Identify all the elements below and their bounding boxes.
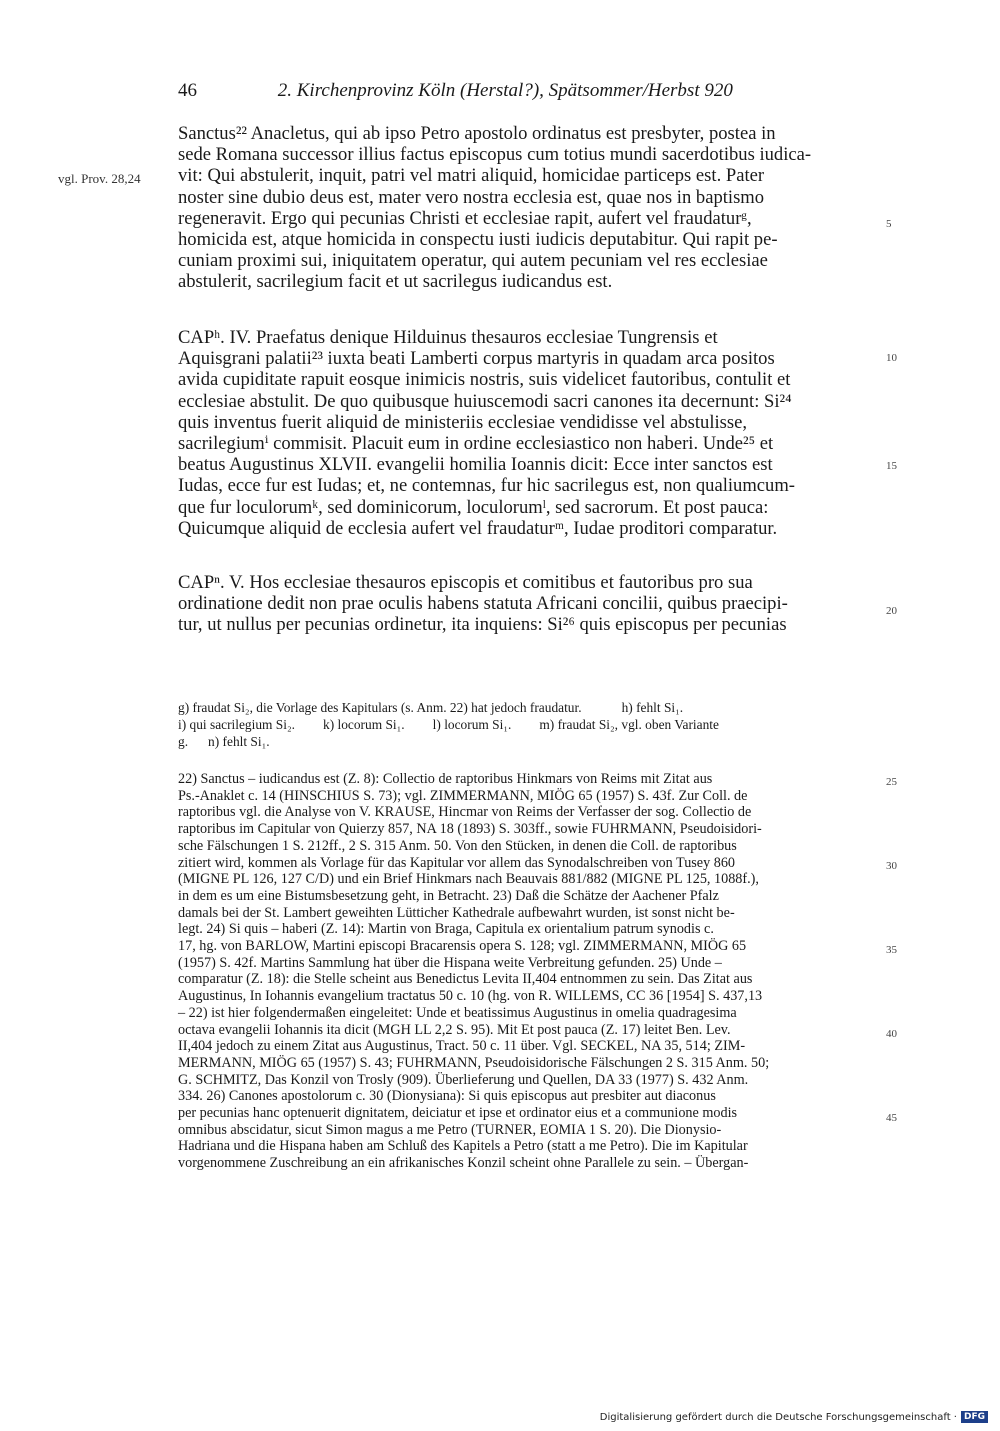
text-line: abstulerit, sacrilegium facit et ut sacrilegus iudicandus est. [178,271,613,293]
text-line: Iudas, ecce fur est Iudas; et, ne contemnas, fur hic sacrilegus est, non qualiumcum- [178,475,795,497]
text-line: avida cupiditate rapuit eosque inimicis nostris, suis videlicet fautoribus, contulit et [178,369,791,391]
note-line: 22) Sanctus – iudicandus est (Z. 8): Collectio de raptoribus Hinkmars von Reims mit Zitat aus [178,771,713,787]
text-line: Aquisgrani palatii²³ iuxta beati Lamberti corpus martyris in quadam arca positos [178,348,775,370]
text-line: que fur loculorumᵏ, sed dominicorum, loculorumˡ, sed sacrorum. Et post pauca: [178,496,769,518]
note-line: – 22) ist hier folgendermaßen eingeleitet: Unde et beatissimus Augustinus in omelia quadragesima [178,1004,737,1021]
variant-entry: n) fehlt Si₁. [208,734,270,749]
note-line: 334. 26) Canones apostolorum c. 30 (Dionysiana): Si quis episcopus aut presbiter aut diaconus [178,1088,716,1105]
text-line: tur, ut nullus per pecunias ordinetur, ita inquiens: Si²⁶ quis episcopus per pecunias [178,614,787,636]
note-line: (MIGNE PL 126, 127 C/D) und ein Brief Hinkmars nach Beauvais 881/882 (MIGNE PL 125, 1088f.), [178,871,759,888]
text-line: CAPʰ. IV. Praefatus denique Hilduinus thesauros ecclesiae Tungrensis et [178,327,718,348]
paragraph-2 [178,327,874,539]
line-number: 35 [886,944,897,956]
variant-entry: g) fraudat Si₂, die Vorlage des Kapitulars (s. Anm. 22) hat jedoch fraudatur. [178,700,582,715]
text-line: Sanctus²² Anacletus, qui ab ipso Petro apostolo ordinatus est presbyter, postea in [178,123,776,144]
line-number: 30 [886,860,897,872]
commentary-notes [178,771,874,1172]
variant-entry: h) fehlt Si₁. [621,700,684,715]
text-line: regeneravit. Ergo qui pecunias Christi et ecclesiae rapit, aufert vel fraudaturᵍ, [178,207,752,229]
note-line: MERMANN, MIÖG 65 (1957) S. 43; FUHRMANN, Pseudoisidorische Fälschungen 2 S. 315 Anm. 50; [178,1054,770,1071]
variant-row [178,716,874,733]
note-line: zitiert wird, kommen als Vorlage für das Kapitular vor allem das Synodalschreiben von Tusey 860 [178,854,736,871]
note-line: G. SCHMITZ, Das Konzil von Trosly (909). Überlieferung und Quellen, DA 33 (1977) S. 432 Anm. [178,1071,749,1088]
note-line: II,404 jedoch zu einem Zitat aus Augustinus, Tract. 50 c. 11 über. Vgl. SECKEL, NA 35, 514; ZIM- [178,1038,746,1055]
text-line: sede Romana successor illius factus episcopus cum totius mundi sacerdotibus iudica- [178,144,812,166]
paragraph-1 [178,123,874,293]
line-number: 5 [886,218,892,230]
dfg-logo: DFG [961,1411,988,1423]
text-line: homicida est, atque homicida in conspectu iusti iudicis deputabitur. Qui rapit pe- [178,229,778,251]
line-number: 40 [886,1028,897,1040]
note-line: octava evangelii Iohannis ita dicit (MGH LL 2,2 S. 95). Mit Et post pauca (Z. 17) leitet Ben. Lev. [178,1021,731,1038]
note-line: raptoribus im Capitular von Quierzy 857, NA 18 (1893) S. 303ff., sowie FUHRMANN, Pseudoisidori- [178,821,762,838]
note-line: 17, hg. von BARLOW, Martini episcopi Bracarensis opera S. 128; vgl. ZIMMERMANN, MIÖG 65 [178,938,747,955]
note-line: (1957) S. 42f. Martins Sammlung hat über die Hispana weite Verbreitung gefunden. 25) Unde – [178,954,722,971]
variant-entry: i) qui sacrilegium Si₂. [178,717,295,732]
variant-entry: m) fraudat Si₂, vgl. oben Variante [539,717,719,732]
variant-entry: k) locorum Si₁. [323,717,405,732]
note-line: Ps.-Anaklet c. 14 (HINSCHIUS S. 73); vgl. ZIMMERMANN, MIÖG 65 (1957) S. 43f. Zur Coll. de [178,787,748,804]
variant-row [178,733,874,750]
text-line: noster sine dubio deus est, mater vero nostra ecclesia est, quae nos in baptismo [178,186,765,208]
digitization-credit [600,1411,988,1423]
note-line: in dem es um eine Bistumsbesetzung geht, in Betracht. 23) Daß die Schätze der Aachener Pfalz [178,887,719,904]
credit-text: Digitalisierung gefördert durch die Deutsche Forschungsgemeinschaft · [599,1411,957,1423]
note-line: legt. 24) Si quis – haberi (Z. 14): Martin von Braga, Capitula ex orientalium patrum synodis c. [178,921,714,938]
text-line: sacrilegiumⁱ commisit. Placuit eum in ordine ecclesiastico non haberi. Unde²⁵ et [178,433,774,455]
running-title: 2. Kirchenprovinz Köln (Herstal?), Spätsommer/Herbst 920 [277,80,733,101]
page-number: 46 [178,80,197,101]
text-line: quis inventus fuerit aliquid de ministeriis ecclesiae vendidisse vel abstulisse, [178,411,748,433]
note-line: Hadriana und die Hispana haben am Schluß des Kapitels a Petro (statt a me Petro). Die im Kapitular [178,1138,748,1155]
line-number: 25 [886,776,897,788]
note-line: omnibus abscidatur, sicut Simon magus a me Petro (TURNER, EOMIA 1 S. 20). Die Dionysio- [178,1121,722,1138]
variant-entry: l) locorum Si₁. [432,717,512,732]
text-line: beatus Augustinus XLVII. evangelii homilia Ioannis dicit: Ecce inter sanctos est [178,454,773,476]
margin-note: vgl. Prov. 28,24 [58,171,141,186]
line-number: 10 [886,352,897,364]
text-line: ecclesiae abstulit. De quo quibusque huiuscemodi sacri canones ita decernunt: Si²⁴ [178,390,792,412]
line-number: 15 [886,460,897,472]
note-line: Augustinus, In Iohannis evangelium tractatus 50 c. 10 (hg. von R. WILLEMS, CC 36 [1954] S. 437,13 [178,988,763,1005]
text-line: cuniam proximi sui, iniquitatem operatur, qui autem pecuniam vel res ecclesiae [178,250,768,272]
note-line: per pecunias hanc optenuerit dignitatem, deiciatur et ipse et ordinator eius et a communione modis [178,1105,738,1122]
variant-row [178,699,874,716]
variant-apparatus [178,699,874,750]
paragraph-3 [178,572,874,636]
note-line: vorgenommene Zuschreibung an ein afrikanisches Konzil scheint ohne Parallele zu sein. – Übergan- [178,1155,749,1172]
running-header [178,80,878,102]
note-line: sche Fälschungen 1 S. 212ff., 2 S. 315 Anm. 50. Von den Stücken, in denen die Coll. de raptoribus [178,837,737,854]
variant-entry: g. [178,734,189,749]
line-number: 20 [886,605,897,617]
note-line: raptoribus vgl. die Analyse von V. KRAUSE, Hincmar von Reims der Verfasser der sog. Collectio de [178,804,752,821]
line-number: 45 [886,1112,897,1124]
text-line: CAPⁿ. V. Hos ecclesiae thesauros episcopis et comitibus et fautoribus pro sua [178,572,753,593]
text-line: ordinatione dedit non prae oculis habens statuta Africani concilii, quibus praecipi- [178,593,788,615]
note-line: comparatur (Z. 18): die Stelle scheint aus Benedictus Levita II,404 entnommen zu sein. Das Zitat aus [178,971,753,988]
text-line: Quicumque aliquid de ecclesia aufert vel fraudaturᵐ, Iudae proditori comparatur. [178,517,778,539]
note-line: damals bei der St. Lambert geweihten Lütticher Kathedrale aufbewahrt wurden, ist sonst nicht be- [178,904,735,921]
text-line: vit: Qui abstulerit, inquit, patri vel matri aliquid, homicidae particeps est. Pater [178,165,765,187]
